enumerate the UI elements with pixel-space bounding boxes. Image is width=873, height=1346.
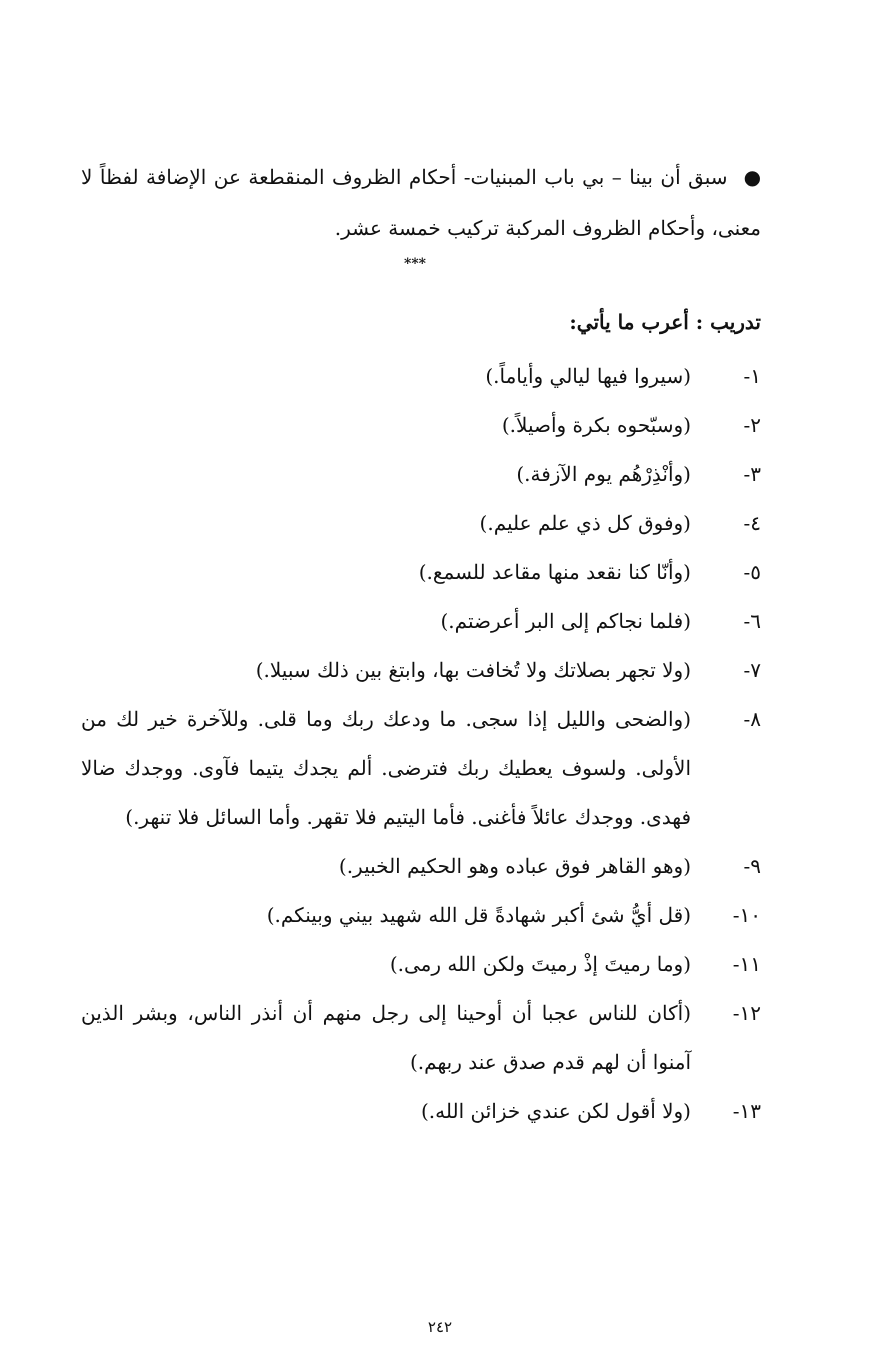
- exercise-item: [81, 499, 761, 548]
- exercise-item: [81, 401, 761, 450]
- exercise-item: [81, 597, 761, 646]
- item-text: (سيروا فيها ليالي وأياماً.): [485, 364, 691, 388]
- item-number: ١-: [743, 364, 761, 388]
- item-number: ٩-: [743, 854, 761, 878]
- exercise-heading: تدريب : أعرب ما يأتي:: [569, 310, 761, 334]
- item-number: ١٣-: [732, 1099, 761, 1123]
- exercise-item: [81, 842, 761, 891]
- item-text: (وسبّحوه بكرة وأصيلاً.): [501, 413, 691, 437]
- item-text: (وفوق كل ذي علم عليم.): [479, 511, 691, 535]
- intro-line-2: لفظاً لا معنى، وأحكام الظروف المركبة تركيب خمسة عشر.: [81, 165, 761, 240]
- exercise-item: [81, 1087, 761, 1136]
- item-number: ٨-: [743, 707, 761, 731]
- exercise-item: [81, 695, 761, 842]
- item-text: (أكان للناس عجبا أن أوحينا إلى رجل منهم أن أنذر الناس، وبشر الذين آمنوا أن لهم قدم صدق عند ربهم.): [81, 1001, 691, 1074]
- item-number: ٥-: [743, 560, 761, 584]
- bullet-icon: ●: [743, 165, 762, 189]
- exercise-item: [81, 646, 761, 695]
- item-text: (فلما نجاكم إلى البر أعرضتم.): [440, 609, 691, 633]
- item-number: ٣-: [743, 462, 761, 486]
- item-text: (وأنْذِرْهُم يوم الآزفة.): [516, 462, 691, 486]
- item-text: (وأنّا كنا نقعد منها مقاعد للسمع.): [418, 560, 691, 584]
- exercise-item: [81, 940, 761, 989]
- item-number: ٧-: [743, 658, 761, 682]
- item-text: (ولا تجهر بصلاتك ولا تُخافت بها، وابتغ بين ذلك سبيلا.): [255, 658, 691, 682]
- intro-paragraph: [81, 152, 761, 254]
- item-text: (ولا أقول لكن عندي خزائن الله.): [420, 1099, 691, 1123]
- item-text: (وما رميتَ إذْ رميتَ ولكن الله رمى.): [389, 952, 691, 976]
- item-text: (قل أيُّ شئ أكبر شهادةً قل الله شهيد بيني وبينكم.): [266, 903, 691, 927]
- item-number: ١٠-: [732, 903, 761, 927]
- item-text: (وهو القاهر فوق عباده وهو الحكيم الخبير.): [338, 854, 691, 878]
- intro-line-1: سبق أن بينا – بي باب المبنيات- أحكام الظروف المنقطعة عن الإضافة: [146, 165, 728, 189]
- exercise-list: [81, 352, 761, 1136]
- page-number: ٢٤٢: [427, 1318, 453, 1336]
- item-number: ١٢-: [732, 1001, 761, 1025]
- exercise-item: [81, 352, 761, 401]
- section-separator: ***: [404, 256, 426, 272]
- exercise-item: [81, 891, 761, 940]
- exercise-item: [81, 450, 761, 499]
- item-number: ٤-: [743, 511, 761, 535]
- exercise-item: [81, 548, 761, 597]
- item-number: ١١-: [732, 952, 761, 976]
- item-number: ٢-: [743, 413, 761, 437]
- item-number: ٦-: [743, 609, 761, 633]
- item-text: (والضحى والليل إذا سجى. ما ودعك ربك وما قلى. وللآخرة خير لك من الأولى. ولسوف يعطيك ربك فترضى. ألم يجدك يتيما فآوى. ووجدك ضالا فهدى. ووجدك عائلاً فأغنى. فأما اليتيم فلا تقهر. وأما السائل فلا تنهر.): [81, 707, 691, 829]
- exercise-item: [81, 989, 761, 1087]
